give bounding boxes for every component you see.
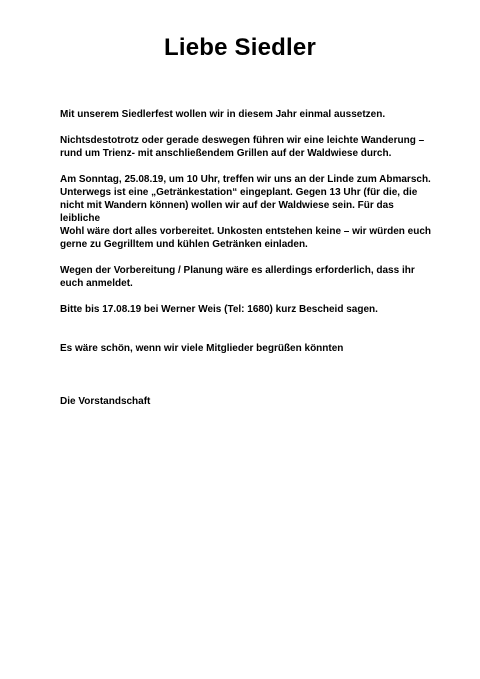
letter-body [60,108,432,421]
paragraph-anmeldung: Wegen der Vorbereitung / Planung wäre es allerdings erforderlich, dass ihr euch anmeldet. [60,265,415,289]
paragraph-begruessung: Es wäre schön, wenn wir viele Mitglieder begrüßen könnten [60,343,344,354]
paragraph-details: Am Sonntag, 25.08.19, um 10 Uhr, treffen wir uns an der Linde zum Abmarsch. Unterwegs ist eine „Getränkestation“ eingeplant. Gegen 13 Uhr (für die, die nicht mit Wandern können) wollen wir auf der Waldwiese sein. Für das leibliche Wohl wäre dort alles vorbereitet. Unkosten entstehen keine – wir würden euch gerne zu Gegrilltem und kühlen Getränken einladen. [60,174,432,250]
signature-vorstandschaft: Die Vorstandschaft [60,396,151,407]
letter-title: Liebe Siedler [164,34,316,61]
paragraph-wanderung: Nichtsdestotrotz oder gerade deswegen führen wir eine leichte Wanderung – rund um Trienz- mit anschließendem Grillen auf der Waldwiese durch. [60,135,425,159]
paragraph-intro: Mit unserem Siedlerfest wollen wir in diesem Jahr einmal aussetzen. [60,109,386,120]
paragraph-bescheid: Bitte bis 17.08.19 bei Werner Weis (Tel: 1680) kurz Bescheid sagen. [60,304,378,315]
